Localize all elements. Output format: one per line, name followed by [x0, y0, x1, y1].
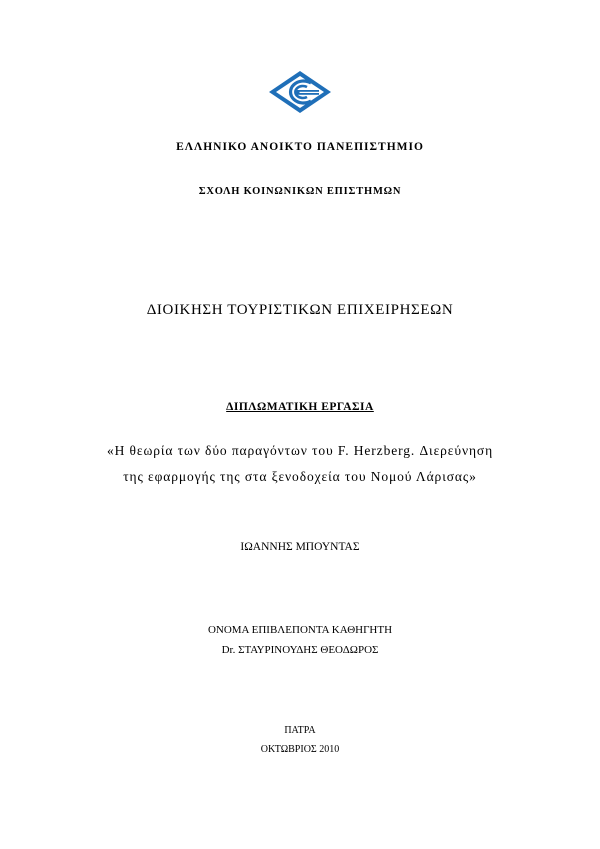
city: ΠΑΤΡΑ — [284, 725, 316, 736]
thesis-title-line-2: της εφαρμογής της στα ξενοδοχεία του Νομού Λάρισας» — [123, 469, 477, 484]
date: ΟΚΤΩΒΡΙΟΣ 2010 — [260, 744, 340, 755]
supervisor-name: Dr. ΣΤΑΥΡΙΝΟΥΔΗΣ ΘΕΟΔΩΡΟΣ — [221, 644, 379, 656]
program-name: ΔΙΟΙΚΗΣΗ ΤΟΥΡΙΣΤΙΚΩΝ ΕΠΙΧΕΙΡΗΣΕΩΝ — [146, 302, 454, 318]
supervisor-label: ΟΝΟΜΑ ΕΠΙΒΛΕΠΟΝΤΑ ΚΑΘΗΓΗΤΗ — [207, 624, 393, 636]
university-name: ΕΛΛΗΝΙΚΟ ΑΝΟΙΚΤΟ ΠΑΝΕΠΙΣΤΗΜΙΟ — [176, 141, 424, 153]
thesis-type-heading: ΔΙΠΛΩΜΑΤΙΚΗ ΕΡΓΑΣΙΑ — [226, 401, 374, 413]
school-name: ΣΧΟΛΗ ΚΟΙΝΩΝΙΚΩΝ ΕΠΙΣΤΗΜΩΝ — [198, 186, 402, 197]
university-logo-icon — [267, 70, 333, 114]
author-name: ΙΩΑΝΝΗΣ ΜΠΟΥΝΤΑΣ — [240, 541, 360, 553]
thesis-title-line-1: «Η θεωρία των δύο παραγόντων του F. Herzberg. Διερεύνηση — [106, 443, 494, 458]
